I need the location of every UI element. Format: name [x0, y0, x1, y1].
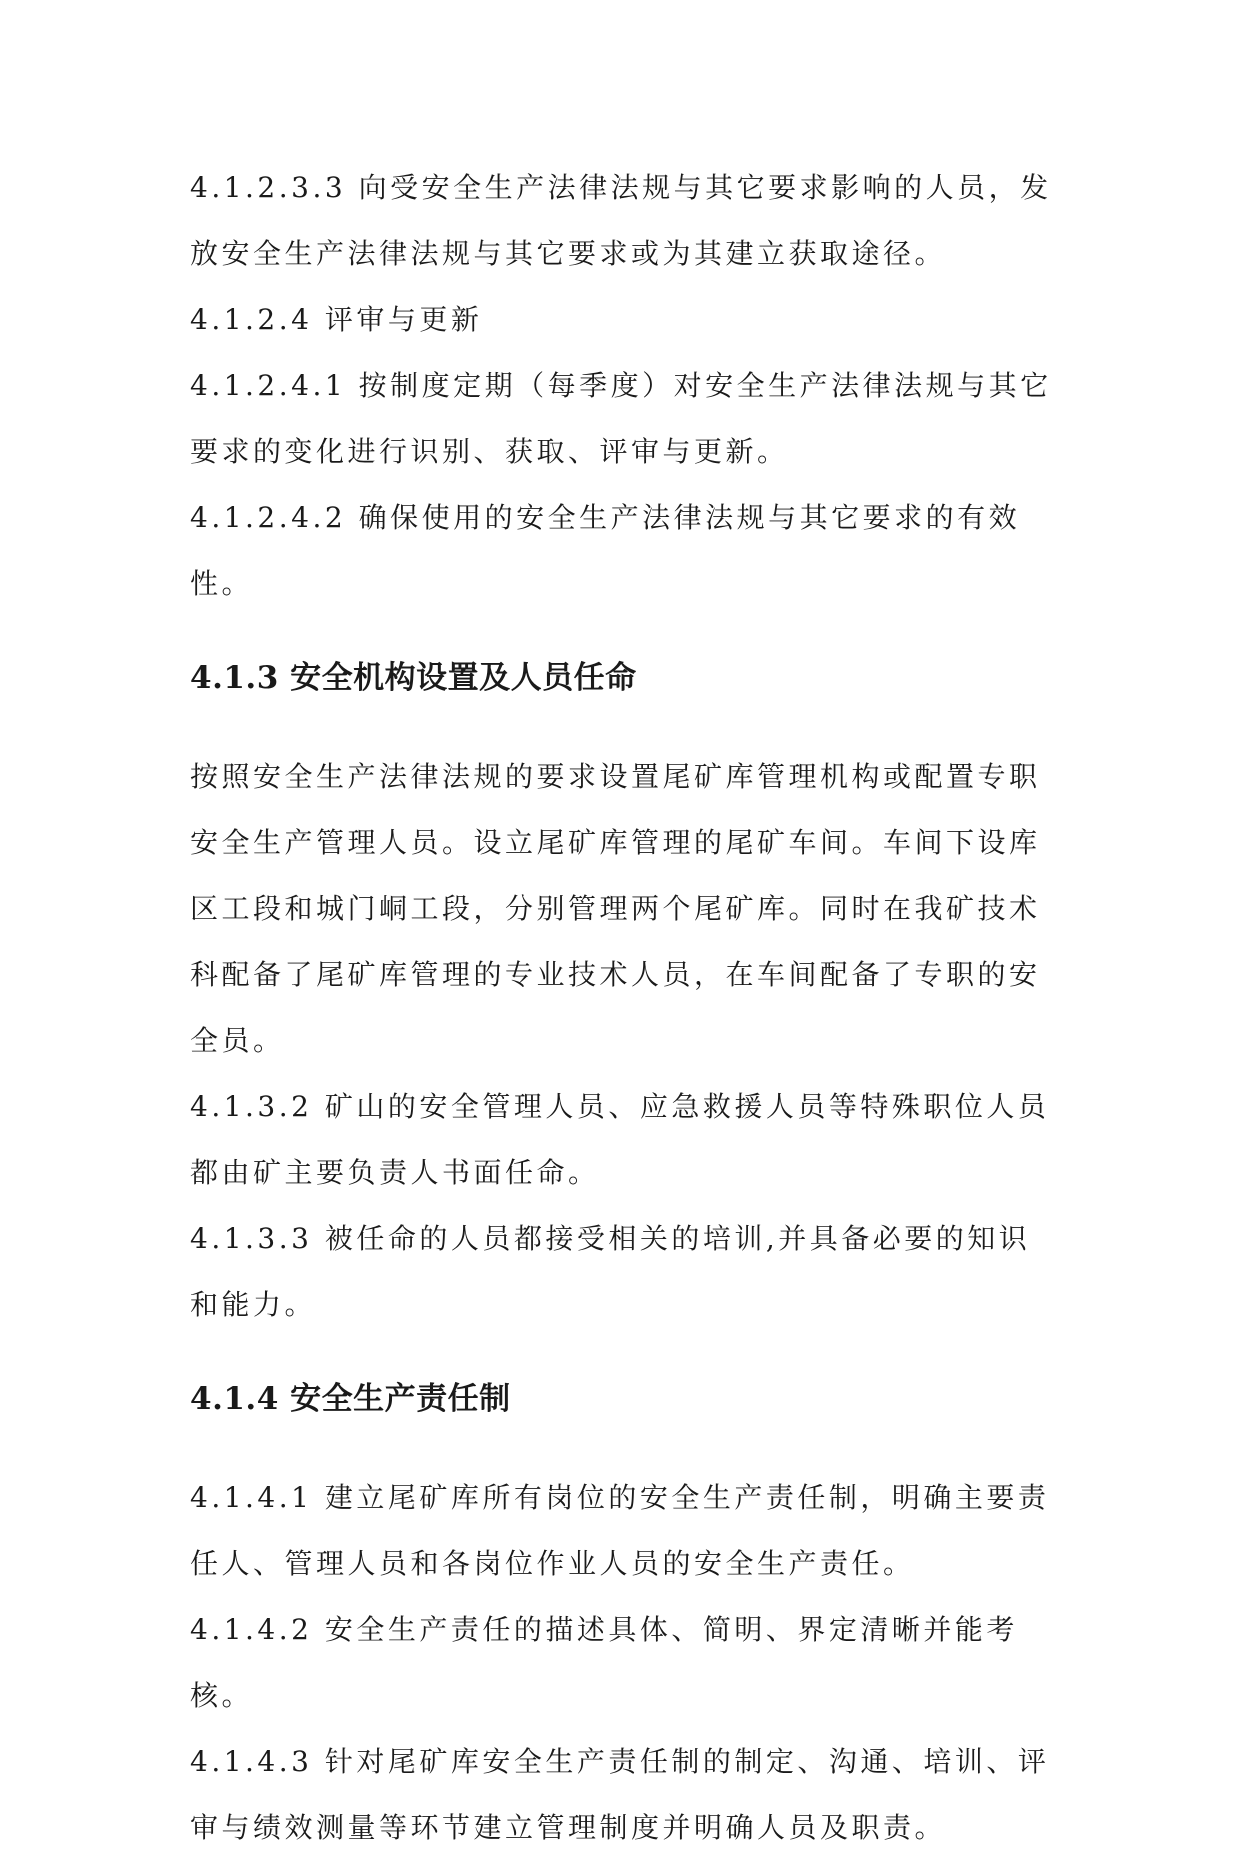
- paragraph-4-1-4-3: 4.1.4.3 针对尾矿库安全生产责任制的制定、沟通、培训、评审与绩效测量等环节建立管理制度并明确人员及职责。: [190, 1745, 1050, 1844]
- paragraph-4-1-4-1: 4.1.4.1 建立尾矿库所有岗位的安全生产责任制，明确主要责任人、管理人员和各岗位作业人员的安全生产责任。: [190, 1481, 1050, 1580]
- section-heading-4-1-4: 4.1.4 安全生产责任制: [190, 1381, 511, 1417]
- paragraph-4-1-3-3: 4.1.3.3 被任命的人员都接受相关的培训,并具备必要的知识和能力。: [190, 1222, 1031, 1321]
- paragraph-4-1-4-2: 4.1.4.2 安全生产责任的描述具体、简明、界定清晰并能考核。: [190, 1613, 1018, 1712]
- paragraph-4-1-2-4-2: 4.1.2.4.2 确保使用的安全生产法律法规与其它要求的有效性。: [190, 501, 1021, 600]
- section-heading-4-1-3: 4.1.3 安全机构设置及人员任命: [190, 660, 637, 696]
- paragraph-4-1-2-4-1: 4.1.2.4.1 按制度定期（每季度）对安全生产法律法规与其它要求的变化进行识别、获取、评审与更新。: [190, 369, 1052, 468]
- document-body: [190, 155, 1060, 1861]
- paragraph-4-1-3-2: 4.1.3.2 矿山的安全管理人员、应急救援人员等特殊职位人员都由矿主要负责人书面任命。: [190, 1090, 1050, 1189]
- paragraph-4-1-2-3-3: 4.1.2.3.3 向受安全生产法律法规与其它要求影响的人员，发放安全生产法律法规与其它要求或为其建立获取途径。: [190, 171, 1052, 270]
- paragraph-4-1-2-4: 4.1.2.4 评审与更新: [190, 303, 483, 336]
- paragraph-4-1-3-1: 按照安全生产法律法规的要求设置尾矿库管理机构或配置专职安全生产管理人员。设立尾矿库管理的尾矿车间。车间下设库区工段和城门峒工段，分别管理两个尾矿库。同时在我矿技术科配备了尾矿库管理的专业技术人员，在车间配备了专职的安全员。: [190, 760, 1041, 1057]
